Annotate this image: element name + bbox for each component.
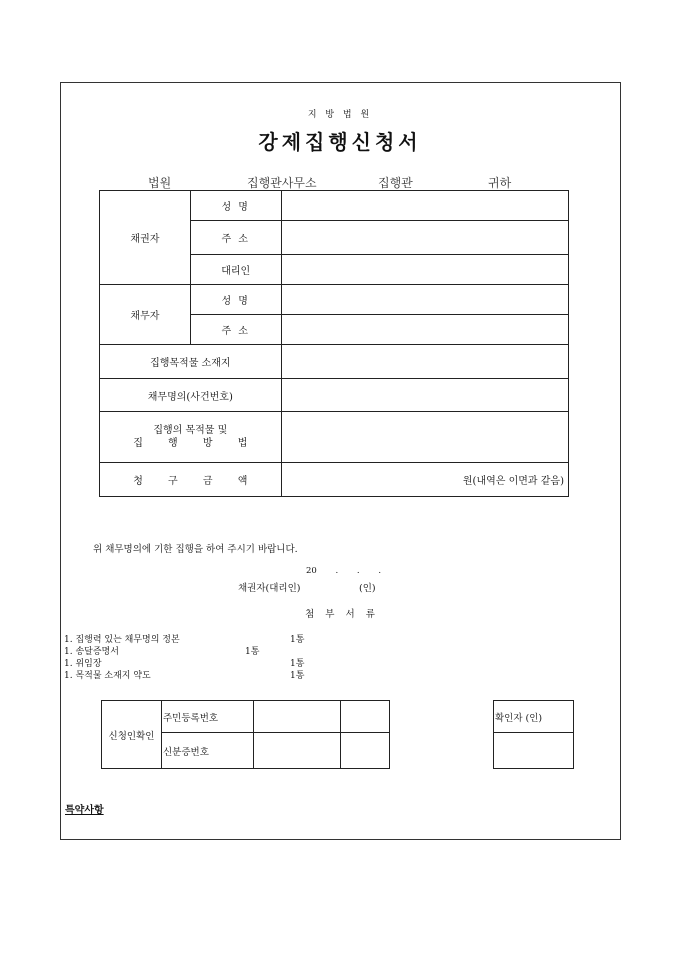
debtor-name-field[interactable]	[281, 285, 568, 315]
applicant-check-label: 신청인확인	[102, 701, 162, 769]
attachment-count: 1통	[290, 635, 305, 645]
debtor-label: 채무자	[100, 285, 191, 345]
address-court: 법원	[148, 176, 172, 190]
creditor-agent-label: 대리인	[190, 255, 281, 285]
attachment-item: 1. 목적물 소재지 약도	[64, 671, 151, 681]
purpose-field[interactable]	[281, 412, 568, 463]
signer-seal: (인)	[359, 583, 376, 594]
signer-label: 채권자(대리인)	[238, 583, 301, 594]
creditor-address-field[interactable]	[281, 221, 568, 255]
amount-value: 원(내역은 이면과 같음)	[462, 476, 564, 487]
id-number-label: 신분증번호	[162, 733, 254, 769]
confirmer-box	[493, 700, 574, 769]
title-label: 채무명의(사건번호)	[100, 379, 282, 412]
court-name: 지 방 법 원	[307, 110, 373, 120]
attachments-heading: 첨 부 서 류	[305, 609, 375, 620]
special-notes-heading: 특약사항	[65, 805, 104, 816]
attachment-item: 1. 송달증명서	[64, 647, 119, 657]
confirmer-label: 확인자 (인)	[494, 701, 574, 733]
id-number-field[interactable]	[254, 733, 341, 769]
address-officer: 집행관	[378, 176, 413, 190]
resident-number-field[interactable]	[254, 701, 341, 733]
attachment-item: 1. 위임장	[64, 659, 102, 669]
attachment-count: 1통	[245, 647, 260, 657]
attachment-count: 1통	[290, 671, 305, 681]
debtor-address-label: 주 소	[190, 315, 281, 345]
request-text: 위 채무명의에 기한 집행을 하여 주시기 바랍니다.	[93, 544, 298, 555]
creditor-address-label: 주 소	[190, 221, 281, 255]
purpose-label	[100, 412, 282, 463]
resident-number-extra[interactable]	[341, 701, 390, 733]
resident-number-label: 주민등록번호	[162, 701, 254, 733]
title-field[interactable]	[281, 379, 568, 412]
purpose-label-line-2: 집 행 방 법	[133, 438, 248, 449]
creditor-agent-field[interactable]	[281, 255, 568, 285]
target-location-label: 집행목적물 소재지	[100, 345, 282, 379]
address-office: 집행관사무소	[247, 176, 317, 190]
applicant-check-table	[101, 700, 390, 769]
purpose-label-line-1: 집행의 목적물 및	[153, 425, 228, 436]
date-line[interactable]: 20 . . .	[306, 566, 382, 576]
address-honorific: 귀하	[488, 176, 512, 190]
creditor-label: 채권자	[100, 191, 191, 285]
attachment-count: 1통	[290, 659, 305, 669]
page-title: 강제집행신청서	[258, 130, 422, 154]
creditor-name-label: 성 명	[190, 191, 281, 221]
debtor-name-label: 성 명	[190, 285, 281, 315]
attachment-item: 1. 집행력 있는 채무명의 정본	[64, 635, 180, 645]
target-location-field[interactable]	[281, 345, 568, 379]
id-number-extra[interactable]	[341, 733, 390, 769]
amount-field[interactable]	[281, 463, 568, 497]
amount-label: 청 구 금 액	[100, 463, 282, 497]
confirmer-seal-field[interactable]	[494, 733, 574, 769]
application-table	[99, 190, 569, 497]
debtor-address-field[interactable]	[281, 315, 568, 345]
creditor-name-field[interactable]	[281, 191, 568, 221]
